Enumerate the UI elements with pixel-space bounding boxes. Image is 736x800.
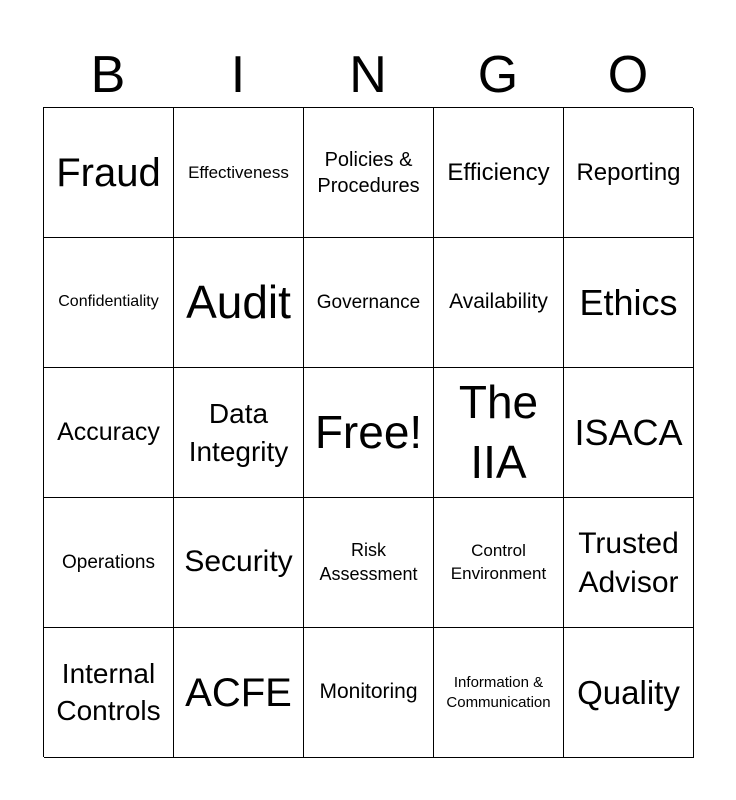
bingo-cell-label: Audit: [186, 276, 291, 329]
bingo-cell-label: Free!: [314, 406, 423, 459]
bingo-cell-label: Internal Controls: [56, 658, 161, 726]
bingo-cell-label: Governance: [316, 291, 421, 313]
bingo-cell-label: Quality: [577, 673, 680, 711]
bingo-cell[interactable]: [174, 628, 304, 758]
bingo-cell[interactable]: [304, 498, 434, 628]
bingo-cell-label: ISACA: [574, 411, 683, 453]
bingo-cell[interactable]: [434, 628, 564, 758]
bingo-cell-label: Fraud: [56, 150, 161, 195]
bingo-cell-label: Availability: [449, 290, 548, 314]
bingo-cell-label: Confidentiality: [58, 293, 159, 311]
bingo-cell[interactable]: [44, 498, 174, 628]
bingo-cell-label: Security: [184, 545, 293, 579]
bingo-cell[interactable]: [434, 498, 564, 628]
bingo-cell-label: Efficiency: [447, 158, 550, 186]
bingo-cell[interactable]: [44, 628, 174, 758]
bingo-cell-label: Monitoring: [319, 680, 418, 704]
bingo-cell[interactable]: [174, 368, 304, 498]
bingo-cell-label: Reporting: [576, 158, 681, 186]
bingo-cell[interactable]: [434, 108, 564, 238]
bingo-cell-label: Operations: [62, 551, 155, 573]
bingo-cell[interactable]: [434, 368, 564, 498]
bingo-header: [43, 42, 693, 108]
bingo-cell[interactable]: [564, 498, 694, 628]
header-letter-i: I: [230, 46, 246, 104]
bingo-cell-label: Ethics: [579, 281, 678, 323]
bingo-cell[interactable]: [44, 238, 174, 368]
bingo-cell-label: Control Environment: [450, 540, 547, 583]
bingo-cell-label: Policies & Procedures: [317, 148, 420, 197]
header-letter-n: N: [349, 46, 387, 104]
bingo-cell[interactable]: [304, 108, 434, 238]
bingo-cell[interactable]: [174, 498, 304, 628]
bingo-cell-label: Trusted Advisor: [578, 526, 679, 599]
header-letter-b: B: [90, 46, 126, 104]
bingo-cell[interactable]: [564, 628, 694, 758]
bingo-cell[interactable]: [564, 108, 694, 238]
bingo-cell[interactable]: [564, 368, 694, 498]
bingo-cell-label: Effectiveness: [188, 162, 289, 182]
bingo-cell-label: ACFE: [185, 670, 292, 715]
bingo-cell-label: Risk Assessment: [319, 540, 418, 584]
bingo-cell[interactable]: [304, 628, 434, 758]
bingo-cell[interactable]: [304, 238, 434, 368]
bingo-cell[interactable]: [174, 108, 304, 238]
bingo-cell[interactable]: [44, 108, 174, 238]
header-letter-g: G: [477, 46, 519, 104]
bingo-cell-label: Data Integrity: [188, 397, 289, 467]
header-letter-o: O: [607, 46, 649, 104]
bingo-cell[interactable]: [304, 368, 434, 498]
bingo-cell-label: The IIA: [458, 375, 539, 488]
bingo-cell[interactable]: [434, 238, 564, 368]
bingo-cell[interactable]: [44, 368, 174, 498]
bingo-cell[interactable]: [174, 238, 304, 368]
bingo-cell[interactable]: [564, 238, 694, 368]
bingo-grid: [43, 107, 693, 757]
bingo-cell-label: Accuracy: [57, 418, 160, 447]
bingo-cell-label: Information & Communication: [446, 674, 551, 711]
